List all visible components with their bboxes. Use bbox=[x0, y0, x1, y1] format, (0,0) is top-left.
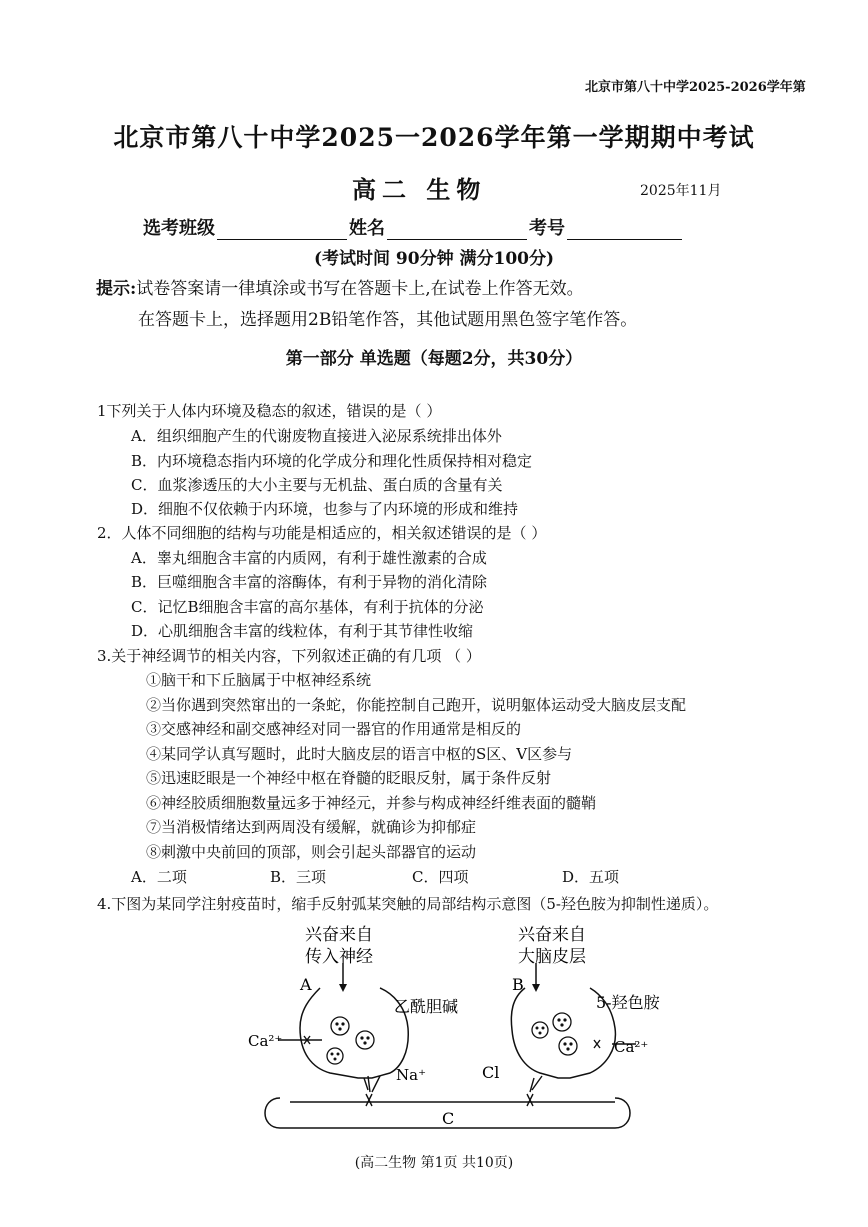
ca-right-label: Ca²⁺ bbox=[614, 1038, 649, 1056]
class-field[interactable] bbox=[217, 221, 347, 240]
question-3-statement-1: ①脑干和下丘脑属于中枢神经系统 bbox=[146, 671, 372, 689]
left-receptor bbox=[366, 1094, 372, 1106]
page-footer: (高二生物 第1页 共10页) bbox=[354, 1155, 514, 1171]
question-2-stem: 2．人体不同细胞的结构与功能是相适应的，相关叙述错误的是（ ） bbox=[97, 524, 547, 542]
question-4-stem: 4.下图为某同学注射疫苗时，缩手反射弧某突触的局部结构示意图（5-羟色胺为抑制性递质）。 bbox=[97, 895, 719, 913]
left-presynaptic-terminal bbox=[300, 988, 408, 1078]
exam-title: 北京市第八十中学2025一2026学年第一学期期中考试 bbox=[113, 123, 755, 152]
right-source-line-1: 兴奋来自 bbox=[518, 925, 586, 945]
question-3-statement-7: ⑦当消极情绪达到两周没有缓解，就确诊为抑郁症 bbox=[146, 818, 477, 836]
question-2-option-b: B．巨噬细胞含丰富的溶酶体，有利于异物的消化清除 bbox=[131, 573, 488, 591]
question-1-option-c: C．血浆渗透压的大小主要与无机盐、蛋白质的含量有关 bbox=[131, 476, 503, 494]
label-c: C bbox=[442, 1109, 455, 1128]
name-label: 姓名 bbox=[349, 218, 385, 239]
label-b: B bbox=[512, 975, 524, 994]
question-2-option-d: D．心肌细胞含丰富的线粒体，有利于其节律性收缩 bbox=[131, 622, 474, 640]
question-3-statement-2: ②当你遇到突然窜出的一条蛇，你能控制自己跑开，说明躯体运动受大脑皮层支配 bbox=[146, 696, 687, 714]
question-3-statement-4: ④某同学认真写题时，此时大脑皮层的语言中枢的S区、V区参与 bbox=[146, 745, 573, 763]
class-label: 选考班级 bbox=[143, 218, 215, 239]
id-label: 考号 bbox=[529, 218, 565, 239]
question-1-option-d: D．细胞不仅依赖于内环境，也参与了内环境的形成和维持 bbox=[131, 500, 519, 518]
question-3-option-b: B．三项 bbox=[270, 868, 327, 886]
question-1-option-b: B．内环境稳态指内环境的化学成分和理化性质保持相对稳定 bbox=[131, 452, 533, 470]
name-field[interactable] bbox=[387, 221, 527, 240]
left-transmitter-label: 乙酰胆碱 bbox=[394, 997, 459, 1016]
left-source-line-1: 兴奋来自 bbox=[305, 925, 373, 945]
label-a: A bbox=[300, 975, 312, 994]
question-3-statement-6: ⑥神经胶质细胞数量远多于神经元，并参与构成神经纤维表面的髓鞘 bbox=[146, 794, 597, 812]
question-3-option-c: C．四项 bbox=[412, 868, 469, 886]
question-3-option-d: D．五项 bbox=[562, 868, 620, 886]
question-3-statement-3: ③交感神经和副交感神经对同一器官的作用通常是相反的 bbox=[146, 720, 522, 738]
part-heading: 第一部分 单选题（每题2分，共30分） bbox=[285, 349, 583, 369]
question-1-option-a: A．组织细胞产生的代谢废物直接进入泌尿系统排出体外 bbox=[131, 427, 502, 445]
question-3-stem: 3.关于神经调节的相关内容，下列叙述正确的有几项 （ ） bbox=[97, 647, 481, 665]
right-source-line-2: 大脑皮层 bbox=[518, 947, 586, 967]
left-source-line-2: 传入神经 bbox=[305, 947, 373, 967]
synaptic-vesicles bbox=[327, 1013, 577, 1064]
notice-line-1 bbox=[96, 274, 584, 299]
cl-label: Cl bbox=[482, 1063, 500, 1082]
na-label: Na⁺ bbox=[396, 1066, 426, 1084]
question-2-option-c: C．记忆B细胞含丰富的高尔基体，有利于抗体的分泌 bbox=[131, 598, 484, 616]
question-3-statement-8: ⑧刺激中央前回的顶部，则会引起头部器官的运动 bbox=[146, 843, 477, 861]
notice-line-2: 在答题卡上，选择题用2B铅笔作答，其他试题用黑色签字笔作答。 bbox=[138, 310, 638, 330]
notice-label: 提示: bbox=[96, 279, 137, 299]
ca-left-label: Ca²⁺ bbox=[248, 1032, 283, 1050]
synapse-diagram bbox=[240, 918, 660, 1143]
exam-date: 2025年11月 bbox=[640, 183, 722, 199]
question-3-option-a: A．二项 bbox=[131, 868, 187, 886]
exam-time-note: (考试时间 90分钟 满分100分) bbox=[313, 249, 555, 269]
question-3-statement-5: ⑤迅速眨眼是一个神经中枢在脊髓的眨眼反射，属于条件反射 bbox=[146, 769, 552, 787]
student-info-row bbox=[143, 214, 684, 240]
notice-text-1: 试卷答案请一律填涂或书写在答题卡上,在试卷上作答无效。 bbox=[136, 279, 584, 299]
question-1-stem: 1下列关于人体内环境及稳态的叙述，错误的是（ ） bbox=[97, 402, 442, 420]
question-2-option-a: A．睾丸细胞含丰富的内质网，有利于雄性激素的合成 bbox=[131, 549, 487, 567]
right-transmitter-label: 5-羟色胺 bbox=[596, 993, 660, 1012]
subject-title: 高二 生物 bbox=[352, 175, 487, 204]
running-header: 北京市第八十中学2025-2026学年第 bbox=[585, 80, 806, 95]
id-field[interactable] bbox=[567, 221, 682, 240]
right-receptor bbox=[527, 1094, 533, 1106]
